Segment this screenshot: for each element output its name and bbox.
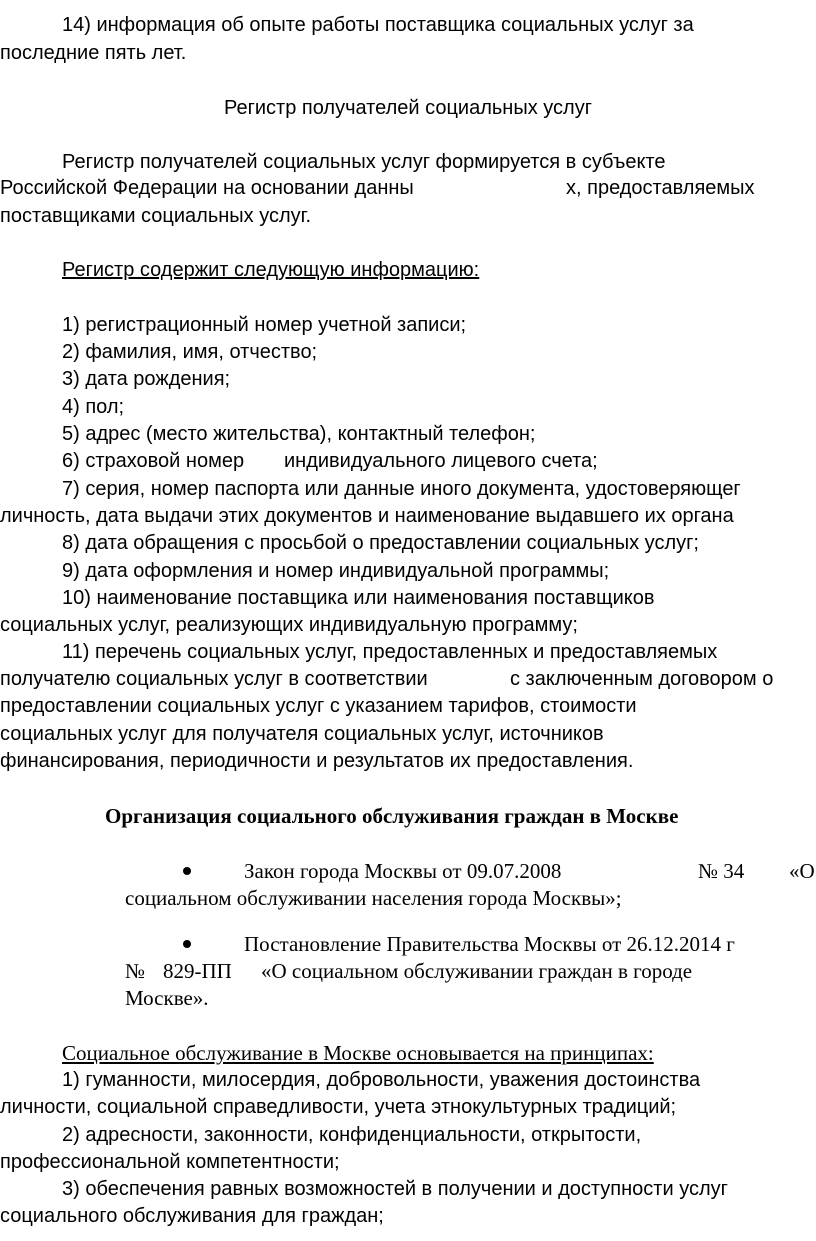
principle-3a: 3) обеспечения равных возможностей в получении и доступности услуг: [62, 1178, 728, 1200]
registry-item-6b: индивидуального лицевого счета;: [284, 450, 598, 472]
registry-contains-heading: Регистр содержит следующую информацию:: [62, 259, 480, 281]
registry-item-11e: финансирования, периодичности и результатов их предоставления.: [0, 750, 634, 772]
registry-item-8: 8) дата обращения с просьбой о предоставлении социальных услуг;: [62, 532, 699, 554]
registry-item-2: 2) фамилия, имя, отчество;: [62, 341, 318, 363]
registry-item-1: 1) регистрационный номер учетной записи;: [62, 314, 467, 336]
registry-item-10a: 10) наименование поставщика или наименования поставщиков: [62, 587, 655, 609]
intro-line-1: 14) информация об опыте работы поставщика социальных услуг за: [62, 14, 694, 36]
intro-line-2: последние пять лет.: [0, 42, 187, 64]
principle-2b: профессиональной компетентности;: [0, 1151, 340, 1173]
law-line-d: социальном обслуживании населения города Москвы»;: [125, 886, 622, 910]
registry-item-11a: 11) перечень социальных услуг, предоставленных и предоставляемых: [62, 641, 718, 663]
registry-item-10b: социальных услуг, реализующих индивидуальную программу;: [0, 614, 578, 636]
registry-item-7a: 7) серия, номер паспорта или данные иного документа, удостоверяющег: [62, 478, 741, 500]
registry-p1-line-3: поставщиками социальных услуг.: [0, 205, 312, 227]
principle-1b: личности, социальной справедливости, учета этнокультурных традиций;: [0, 1096, 677, 1118]
registry-item-4: 4) пол;: [62, 396, 125, 418]
registry-item-11d: социальных услуг для получателя социальных услуг, источников: [0, 723, 604, 745]
registry-item-5: 5) адрес (место жительства), контактный телефон;: [62, 423, 536, 445]
bullet-icon: [183, 940, 191, 948]
registry-item-3: 3) дата рождения;: [62, 368, 231, 390]
moscow-heading: Организация социального обслуживания граждан в Москве: [105, 804, 679, 828]
registry-heading: Регистр получателей социальных услуг: [224, 97, 592, 119]
decree-line-c: Москве».: [125, 986, 209, 1010]
decree-line-b2: 829-ПП: [163, 959, 232, 983]
law-line-a: Закон города Москвы от 09.07.2008: [244, 859, 562, 883]
decree-line-b1: №: [125, 959, 146, 983]
law-line-c: «О: [789, 859, 815, 883]
registry-item-11c: предоставлении социальных услуг с указанием тарифов, стоимости: [0, 695, 637, 717]
bullet-icon: [183, 867, 191, 875]
registry-item-7b: личность, дата выдачи этих документов и наименование выдавшего их органа: [0, 505, 734, 527]
registry-p1-line-2a: Российской Федерации на основании данны: [0, 177, 414, 199]
registry-item-9: 9) дата оформления и номер индивидуальной программы;: [62, 560, 610, 582]
decree-line-b3: «О социальном обслуживании граждан в городе: [261, 959, 693, 983]
registry-p1-line-1: Регистр получателей социальных услуг формируется в субъекте: [62, 151, 666, 173]
principles-heading: Социальное обслуживание в Москве основывается на принципах:: [62, 1041, 654, 1065]
registry-item-11b2: с заключенным договором о: [510, 668, 774, 690]
registry-item-6a: 6) страховой номер: [62, 450, 245, 472]
registry-p1-line-2b: х, предоставляемых: [566, 177, 755, 199]
registry-item-11b1: получателю социальных услуг в соответствии: [0, 668, 428, 690]
principle-1a: 1) гуманности, милосердия, добровольности, уважения достоинства: [62, 1069, 701, 1091]
principle-2a: 2) адресности, законности, конфиденциальности, открытости,: [62, 1124, 642, 1146]
principle-3b: социального обслуживания для граждан;: [0, 1205, 384, 1227]
law-line-b: № 34: [698, 859, 745, 883]
decree-line-a: Постановление Правительства Москвы от 26.12.2014 г: [244, 932, 735, 956]
